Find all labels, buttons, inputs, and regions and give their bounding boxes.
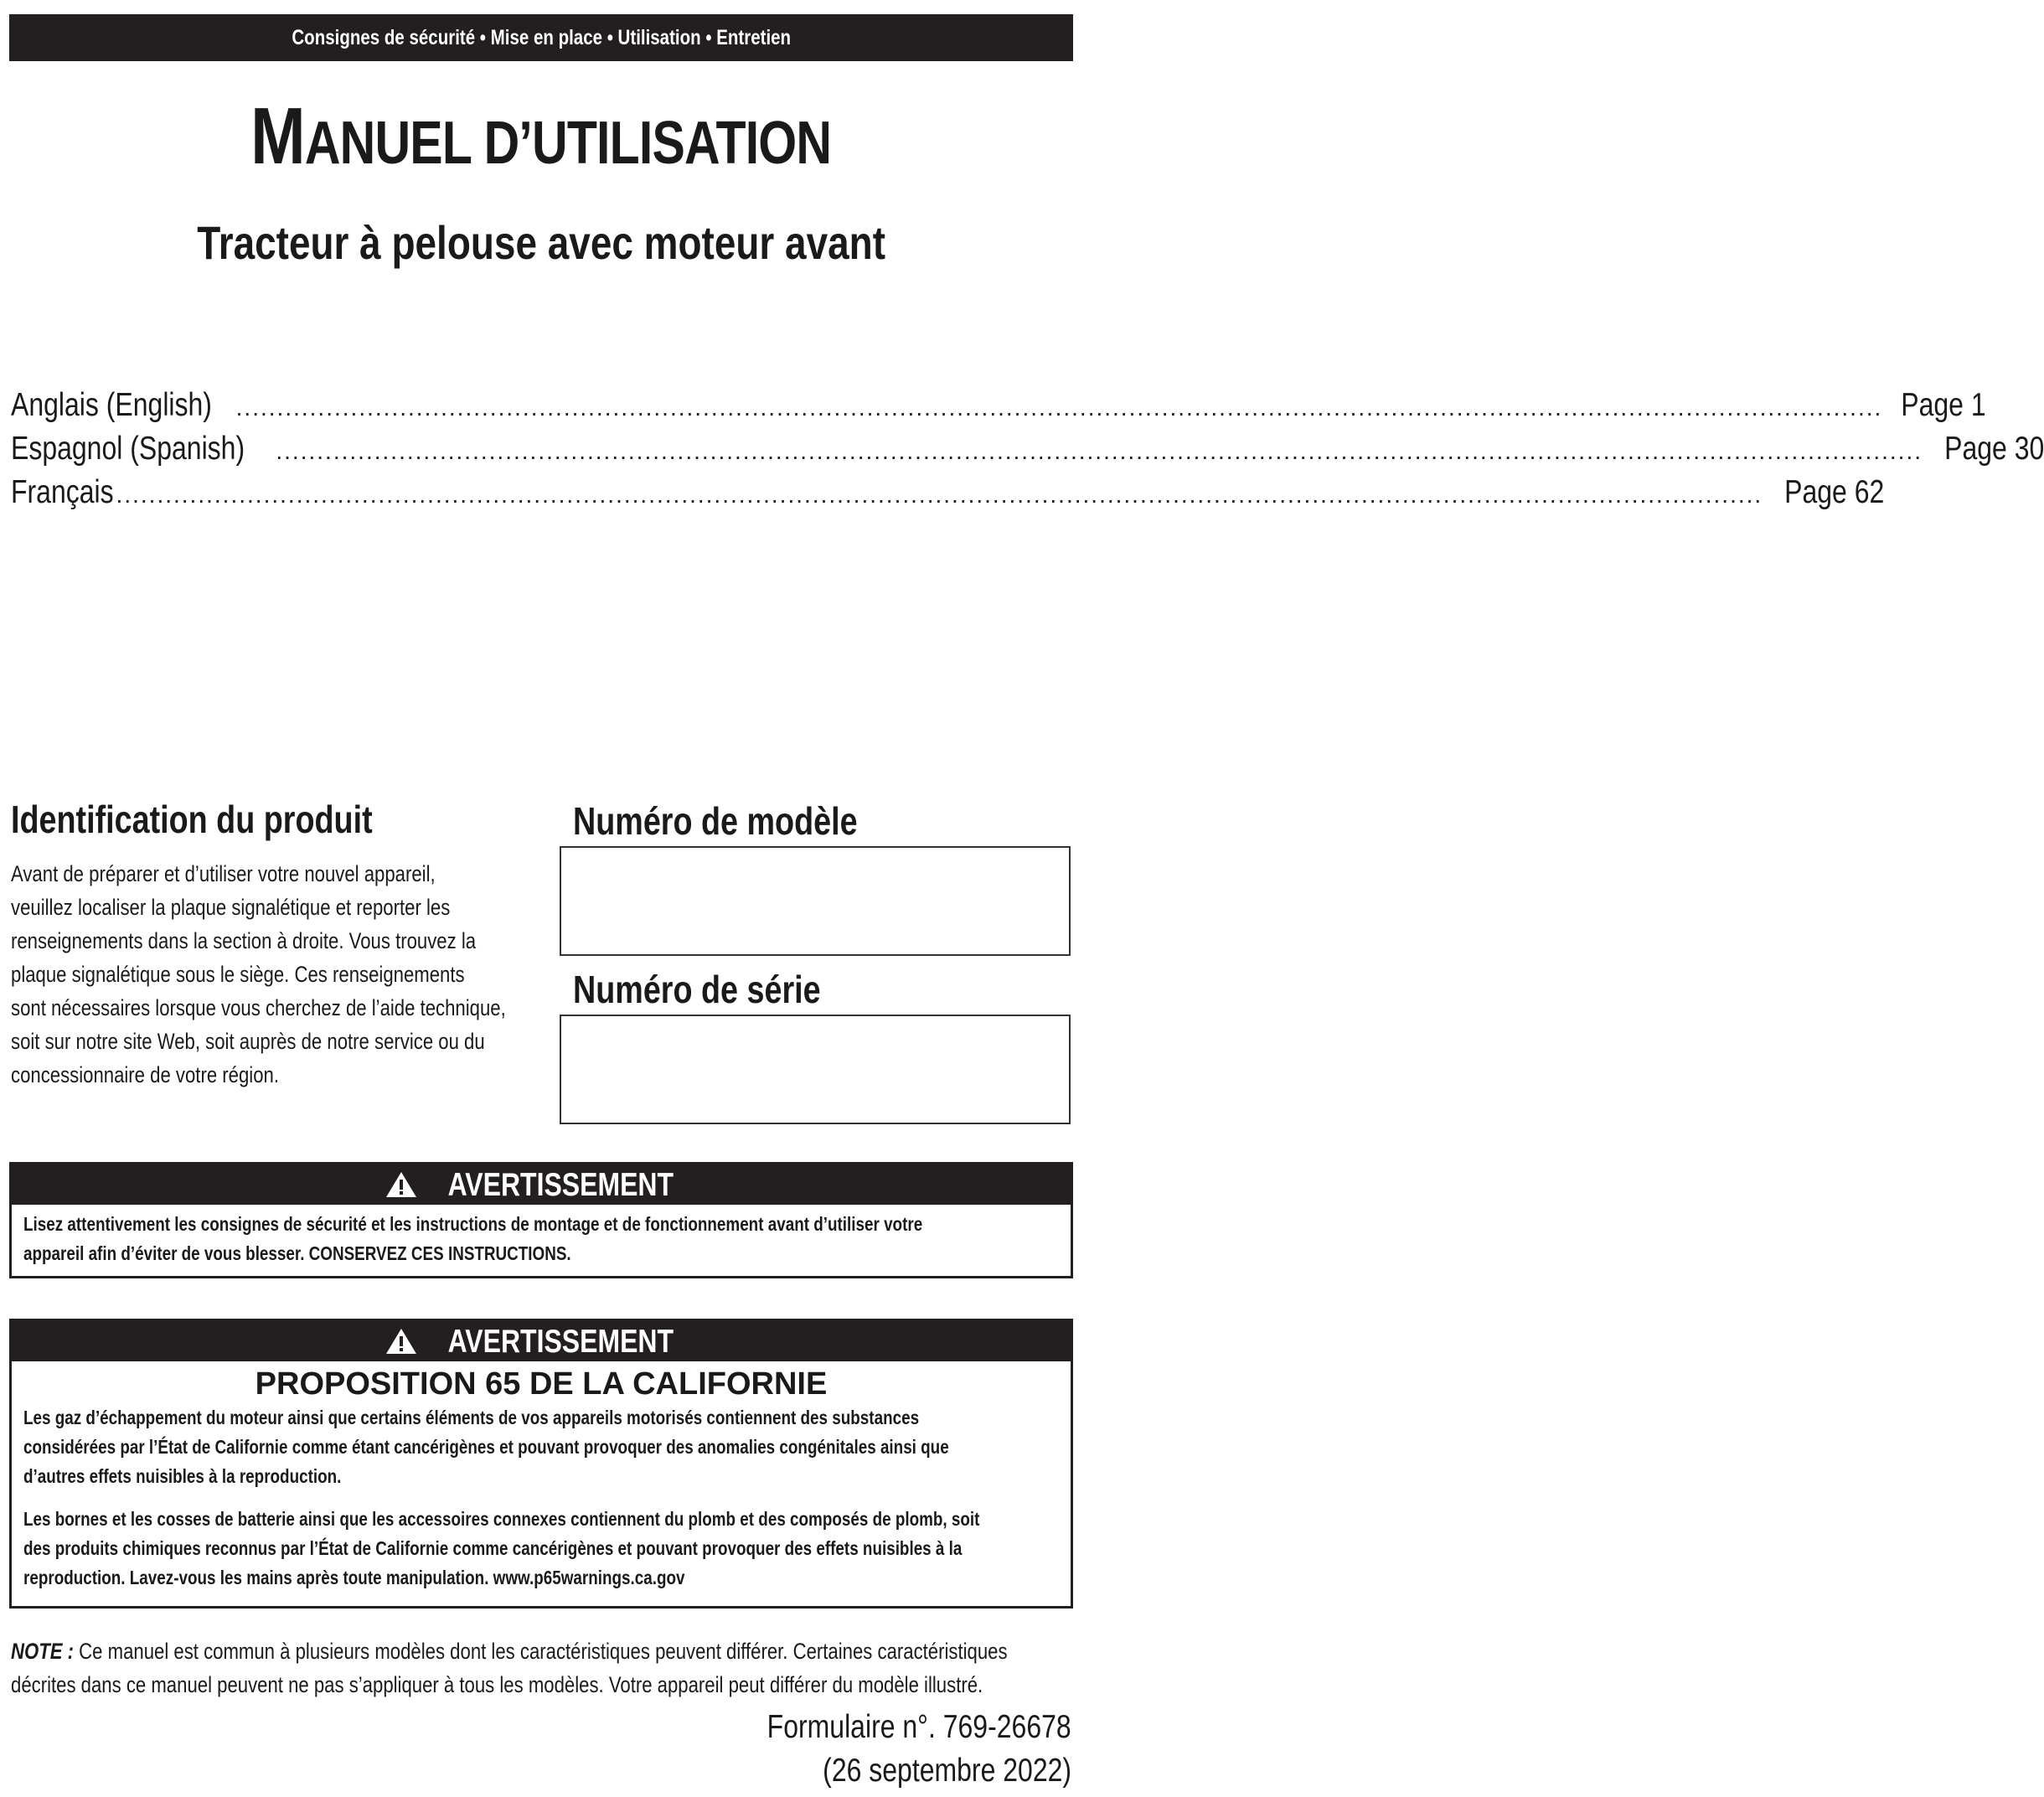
warning-line: Les gaz d’échappement du moteur ainsi que certains éléments de vos appareils motorisés contiennent des substances (23, 1407, 920, 1428)
form-number-text: Formulaire n°. 769-26678 (766, 1709, 1071, 1745)
toc-row-french[interactable] (11, 471, 1885, 514)
top-banner (9, 14, 1073, 61)
serial-number-label-text: Numéro de série (573, 968, 821, 1011)
subtitle (0, 214, 1082, 272)
warning-triangle-icon (385, 1170, 418, 1199)
toc-page: Page 30 (1944, 431, 2044, 467)
toc-page: Page 1 (1901, 387, 1986, 423)
warning-body (12, 1205, 1071, 1268)
warning-line: des produits chimiques reconnus par l’État de Californie comme cancérigènes et pouvant provoquer des effets nuisibles à la (23, 1537, 963, 1559)
warning-header-text: AVERTISSEMENT (447, 1167, 674, 1203)
product-id-heading-text: Identification du produit (11, 798, 373, 841)
note-label: NOTE : (11, 1639, 75, 1664)
toc-label: Anglais (English) (11, 387, 212, 423)
prop65-body (12, 1403, 1071, 1593)
warning-header-text: AVERTISSEMENT (447, 1324, 674, 1360)
paragraph-line: soit sur notre site Web, soit auprès de notre service ou du (11, 1029, 485, 1054)
warning-line: reproduction. Lavez-vous les mains après toute manipulation. www.p65warnings.ca.gov (23, 1567, 685, 1588)
warning-header (12, 1164, 1071, 1205)
warning-line: Les bornes et les cosses de batterie ainsi que les accessoires connexes contiennent du plomb et des composés de plomb, soit (23, 1508, 980, 1530)
form-date (768, 1749, 1071, 1793)
toc-leader-dots: ......................................................................................................................................................................................................... (276, 438, 1923, 464)
prop65-paragraph-1 (23, 1403, 1059, 1491)
paragraph-line: Avant de préparer et d’utiliser votre nouvel appareil, (11, 861, 436, 886)
model-number-label-text: Numéro de modèle (573, 799, 858, 843)
paragraph-line: renseignements dans la section à droite. Vous trouvez la (11, 928, 477, 953)
toc-leader-dots: ......................................................................................................................................................................................................... (235, 395, 1883, 421)
form-date-text: (26 septembre 2022) (823, 1753, 1071, 1789)
product-id-paragraph (11, 857, 597, 1092)
safety-warning-box (9, 1162, 1073, 1278)
prop65-warning-box (9, 1319, 1073, 1609)
prop65-paragraph-2 (23, 1505, 1059, 1593)
product-id-heading (11, 796, 452, 843)
note-line-1: Ce manuel est commun à plusieurs modèles dont les caractéristiques peuvent différer. Certaines caractéristiques (74, 1639, 1008, 1664)
toc-page: Page 62 (1784, 474, 1885, 510)
subtitle-text: Tracteur à pelouse avec moteur avant (197, 216, 885, 269)
model-number-field[interactable] (560, 846, 1071, 956)
banner-text: Consignes de sécurité • Mise en place • Utilisation • Entretien (292, 26, 791, 49)
title-rest: ANUEL D’UTILISATION (305, 110, 832, 177)
toc-leader-dots: ......................................................................................................................................................................................................... (116, 482, 1763, 508)
toc-label: Français (11, 474, 114, 510)
warning-line: appareil afin d’éviter de vous blesser. CONSERVEZ CES INSTRUCTIONS. (23, 1242, 571, 1264)
warning-line: considérées par l’État de Californie comme étant cancérigènes et pouvant provoquer des anomalies congénitales ainsi que (23, 1436, 949, 1458)
warning-header (12, 1321, 1071, 1361)
warning-triangle-icon (385, 1327, 418, 1355)
paragraph-line: plaque signalétique sous le siège. Ces renseignements (11, 962, 465, 987)
toc-row-spanish[interactable] (11, 427, 2044, 471)
model-number-label (573, 798, 920, 844)
note-line-2: décrites dans ce manuel peuvent ne pas s’appliquer à tous les modèles. Votre appareil peut différer du modèle illustré. (11, 1672, 983, 1697)
manual-title (0, 90, 1082, 189)
form-number (700, 1706, 1071, 1749)
paragraph-line: veuillez localiser la plaque signalétique et reporter les (11, 895, 451, 920)
title-first-letter: M (250, 91, 306, 181)
paragraph-line: concessionnaire de votre région. (11, 1062, 279, 1087)
toc-label: Espagnol (Spanish) (11, 431, 245, 467)
serial-number-field[interactable] (560, 1015, 1071, 1124)
paragraph-line: sont nécessaires lorsque vous cherchez de l’aide technique, (11, 995, 506, 1020)
toc-row-english[interactable] (11, 384, 1986, 427)
serial-number-label (573, 966, 875, 1013)
warning-line: Lisez attentivement les consignes de sécurité et les instructions de montage et de fonctionnement avant d’utiliser votre (23, 1213, 923, 1235)
warning-line: d’autres effets nuisibles à la reproduction. (23, 1465, 342, 1487)
note-paragraph (11, 1634, 1226, 1701)
prop65-title: PROPOSITION 65 DE LA CALIFORNIE (255, 1366, 828, 1402)
